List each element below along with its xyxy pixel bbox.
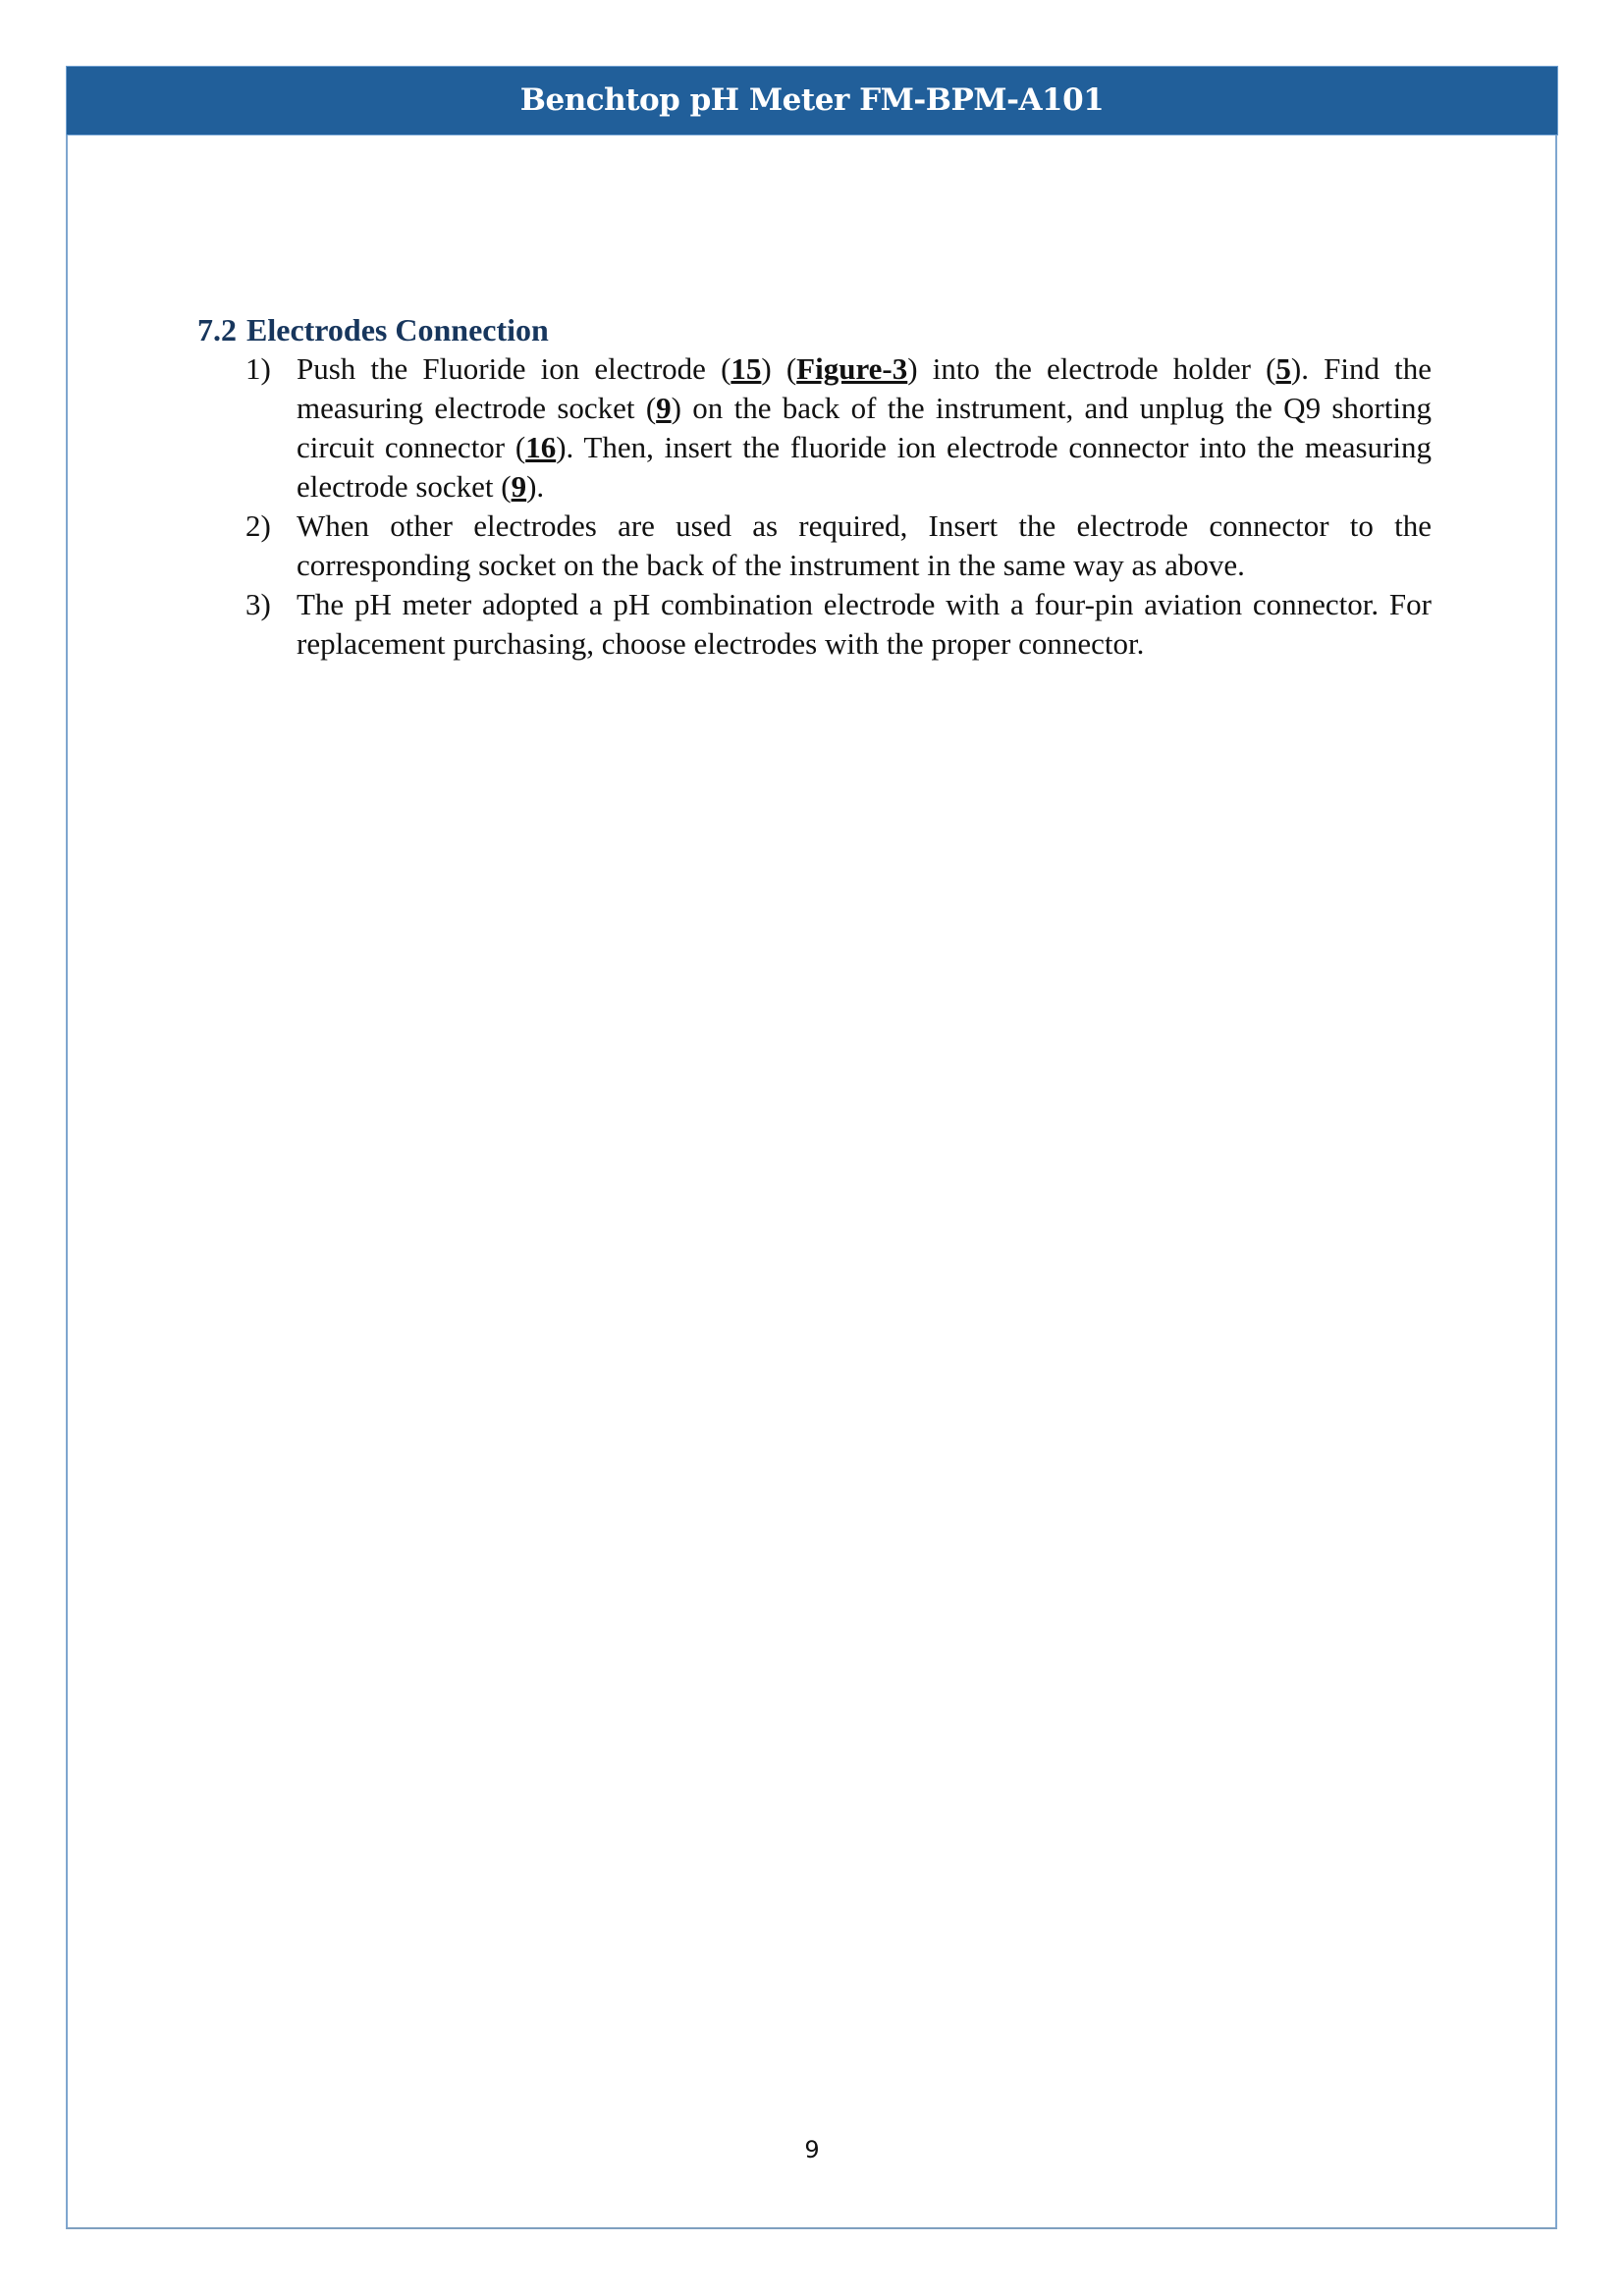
- item-text: Push the Fluoride ion electrode (: [297, 351, 731, 386]
- item-text: ) on the back of the instrument, and unplug the Q9 shorting circuit connector (: [297, 391, 1432, 464]
- list-item: [245, 585, 1432, 664]
- part-reference: 9: [656, 391, 672, 425]
- list-item: [245, 507, 1432, 585]
- part-reference: 9: [511, 469, 527, 504]
- part-reference: 15: [731, 351, 762, 386]
- part-reference: 16: [525, 430, 557, 464]
- item-text: ). Find the measuring electrode socket (: [297, 351, 1432, 425]
- item-text: ).: [526, 469, 545, 504]
- item-text: When other electrodes are used as required, Insert the electrode connector to the corresponding socket on the back of the instrument in the same way as above.: [297, 508, 1432, 582]
- section-number: 7.2: [197, 312, 237, 347]
- document-title: Benchtop pH Meter FM-BPM-A101: [519, 82, 1105, 118]
- page-number: 9: [804, 2136, 820, 2163]
- list-marker: 3): [245, 587, 271, 621]
- list-item: [245, 349, 1432, 507]
- item-text: The pH meter adopted a pH combination electrode with a four-pin aviation connector. For replacement purchasing, choose electrodes with the proper connector.: [297, 587, 1432, 661]
- part-reference: 5: [1275, 351, 1291, 386]
- instruction-list: [245, 349, 1432, 664]
- item-text: ). Then, insert the fluoride ion electrode connector into the measuring electrode socket (: [297, 430, 1432, 504]
- list-marker: 2): [245, 508, 271, 543]
- document-header: [66, 66, 1558, 135]
- part-reference: Figure-3: [796, 351, 908, 386]
- item-text: ) (: [761, 351, 797, 386]
- list-marker: 1): [245, 351, 271, 386]
- item-text: ) into the electrode holder (: [907, 351, 1276, 386]
- section-heading: [197, 312, 549, 348]
- section-title: Electrodes Connection: [246, 312, 549, 347]
